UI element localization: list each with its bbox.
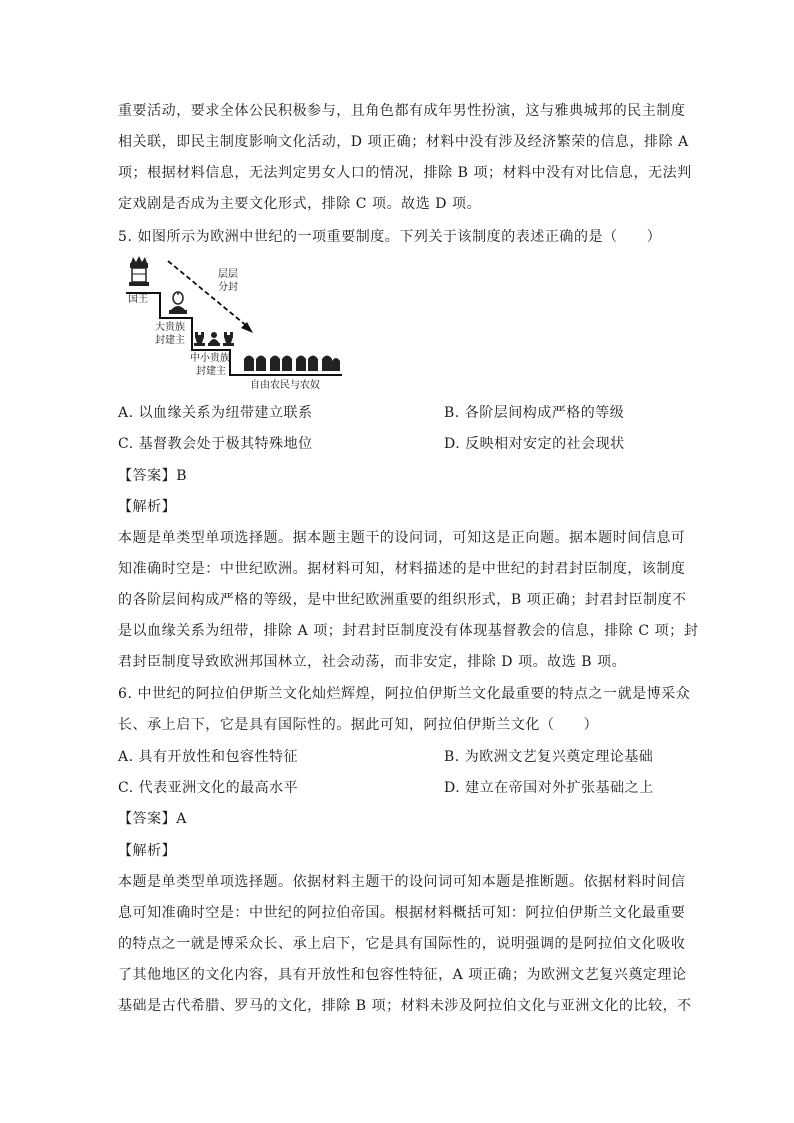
crown-icon [129, 256, 149, 286]
q4-explanation-line: 重要活动，要求全体公民积极参与，且角色都有成年男性扮演，这与雅典城邦的民主制度 [118, 103, 686, 119]
q6-analysis-line: 了其他地区的文化内容，具有开放性和包容性特征，A 项正确；为欧洲文艺复兴奠定理论 [118, 967, 687, 983]
label-arrow-2: 分封 [218, 282, 238, 293]
q5-option-b: B. 各阶层间构成严格的等级 [444, 405, 625, 421]
q4-explanation-line: 相关联，即民主制度影响文化活动，D 项正确；材料中没有涉及经济繁荣的信息，排除 A [118, 134, 689, 150]
peasant-icon [296, 356, 318, 372]
q4-explanation-line: 定戏剧是否成为主要文化形式，排除 C 项。故选 D 项。 [118, 196, 482, 212]
q6-analysis-line: 本题是单类型单项选择题。依据材料主题干的设问词可知本题是推断题。依据材料时间信 [118, 874, 686, 890]
q5-analysis-line: 君封臣制度导致欧洲邦国林立，社会动荡，而非安定，排除 D 项。故选 B 项。 [118, 654, 627, 670]
q5-option-c: C. 基督教会处于极其特殊地位 [118, 436, 313, 452]
label-small-noble-1: 中小贵族 [190, 353, 230, 364]
q5-analysis-line: 知准确时空是：中世纪欧洲。据材料可知，材料描述的是中世纪的封君封臣制度，该制度 [118, 561, 686, 577]
knight-icon [223, 332, 234, 346]
q5-analysis-line: 的各阶层间构成严格的等级，是中世纪欧洲重要的组织形式，B 项正确；封君封臣制度不 [118, 592, 687, 608]
peasant-icon [322, 356, 340, 372]
q6-stem: 长、承上启下，它是具有国际性的。据此可知，阿拉伯伊斯兰文化（ ） [118, 717, 599, 733]
q5-option-d: D. 反映相对安定的社会现状 [444, 436, 625, 452]
q5-answer: 【答案】B [118, 468, 188, 484]
q5-stem: 5. 如图所示为欧洲中世纪的一项重要制度。下列关于该制度的表述正确的是（ ） [118, 229, 662, 245]
bishop-icon [169, 292, 187, 314]
q6-answer: 【答案】A [118, 811, 187, 827]
feudal-hierarchy-figure [120, 255, 350, 393]
feudal-hierarchy-diagram [120, 255, 350, 393]
label-arrow-1: 层层 [218, 269, 238, 280]
q5-option-a: A. 以血缘关系为纽带建立联系 [118, 405, 313, 421]
q6-analysis-line: 息可知准确时空是：中世纪的阿拉伯帝国。根据材料概括可知：阿拉伯伊斯兰文化最重要 [118, 905, 686, 921]
knight-icon [208, 332, 220, 346]
q6-option-a: A. 具有开放性和包容性特征 [118, 749, 299, 765]
label-great-noble-1: 大贵族 [155, 322, 185, 333]
q6-stem: 6. 中世纪的阿拉伯伊斯兰文化灿烂辉煌，阿拉伯伊斯兰文化最重要的特点之一就是博采众 [118, 686, 691, 702]
label-peasants: 自由农民与农奴 [250, 380, 320, 391]
q6-option-d: D. 建立在帝国对外扩张基础之上 [444, 780, 654, 796]
q6-analysis-line: 的特点之一就是博采众长、承上启下，它是具有国际性的，说明强调的是阿拉伯文化吸收 [118, 936, 686, 952]
q6-option-b: B. 为欧洲文艺复兴奠定理论基础 [444, 749, 654, 765]
label-great-noble-2: 封建主 [155, 335, 185, 346]
peasant-icon [244, 356, 266, 372]
q6-analysis-line: 基础是古代希腊、罗马的文化，排除 B 项；材料未涉及阿拉伯文化与亚洲文化的比较，不 [118, 998, 692, 1014]
q4-explanation-line: 项；根据材料信息，无法判定男女人口的情况，排除 B 项；材料中没有对比信息，无法判 [118, 165, 692, 181]
q5-analysis-line: 是以血缘关系为纽带，排除 A 项；封君封臣制度没有体现基督教会的信息，排除 C 项；封 [118, 623, 699, 639]
knight-icon [194, 332, 205, 346]
label-king: 国王 [128, 294, 148, 305]
q5-analysis-line: 本题是单类型单项选择题。据本题主题干的设问词，可知这是正向题。据本题时间信息可 [118, 530, 686, 546]
q6-option-c: C. 代表亚洲文化的最高水平 [118, 780, 299, 796]
label-small-noble-2: 封建主 [196, 366, 226, 377]
peasant-icon [270, 356, 292, 372]
q6-analysis-title: 【解析】 [118, 843, 177, 859]
q5-analysis-title: 【解析】 [118, 499, 177, 515]
